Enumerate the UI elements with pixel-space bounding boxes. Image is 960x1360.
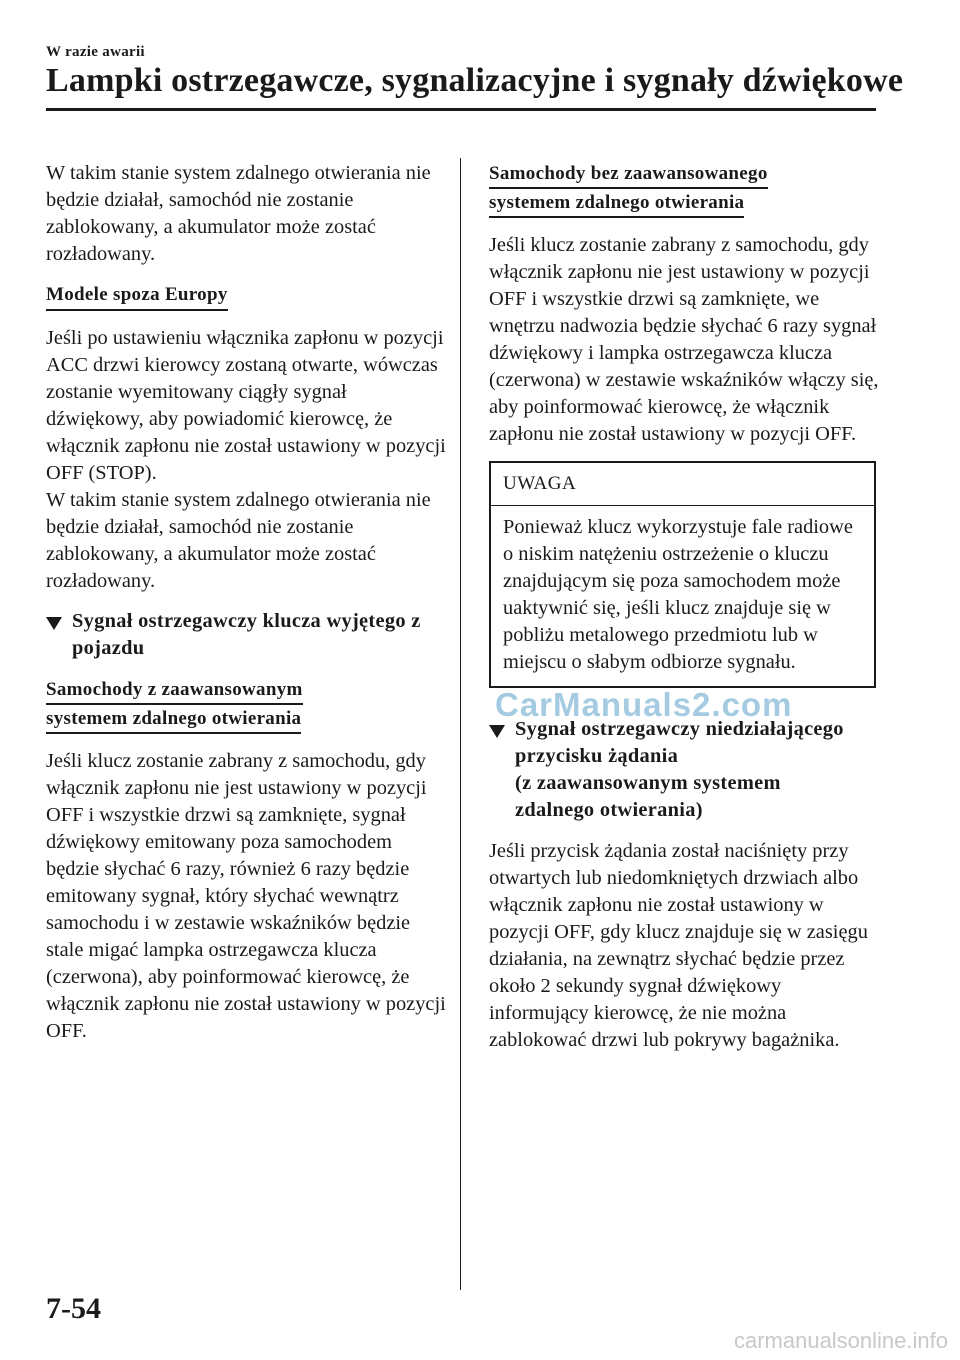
sub-heading-non-europe: Modele spoza Europy: [46, 281, 228, 311]
page-number: 7-54: [46, 1292, 101, 1325]
sub-heading-without-advanced-keyless: [489, 160, 768, 218]
triangle-down-icon: [489, 725, 505, 738]
section-heading-line: Sygnał ostrzegawczy niedziałającego: [515, 718, 844, 740]
paragraph: W takim stanie system zdalnego otwierania nie będzie działał, samochód nie zostanie zablokowany, a akumulator może zostać rozładowany.: [46, 162, 431, 265]
section-label: W razie awarii: [46, 44, 145, 60]
section-heading-key-removed: [46, 608, 446, 662]
title-rule: [46, 108, 876, 111]
sub-heading-line: systemem zdalnego otwierania: [489, 189, 744, 218]
sub-heading-advanced-keyless: [46, 676, 303, 734]
paragraph: Jeśli klucz zostanie zabrany z samochodu, gdy włącznik zapłonu nie jest ustawiony w pozycji OFF i wszystkie drzwi są zamknięte, we wnętrzu nadwozia będzie słychać 6 razy sygnał dźwiękowy i lampka ostrzegawcza klucza (czerwona) w zestawie wskaźników włączy się, aby poinformować kierowcę, że włącznik zapłonu nie został ustawiony w pozycji OFF.: [489, 234, 879, 445]
sub-heading-line: systemem zdalnego otwierania: [46, 705, 301, 734]
triangle-down-icon: [46, 617, 62, 630]
chapter-title: Lampki ostrzegawcze, sygnalizacyjne i sygnały dźwiękowe: [46, 62, 904, 99]
paragraph: Jeśli po ustawieniu włącznika zapłonu w pozycji ACC drzwi kierowcy zostaną otwarte, wówczas zostanie wyemitowany ciągły sygnał dźwiękowy, aby powiadomić kierowcę, że włącznik zapłonu nie został ustawiony w pozycji OFF (STOP).: [46, 327, 446, 484]
note-label: UWAGA: [491, 463, 874, 506]
section-heading-line: (z zaawansowanym systemem: [515, 772, 781, 794]
paragraph: Jeśli klucz zostanie zabrany z samochodu, gdy włącznik zapłonu nie jest ustawiony w pozycji OFF i wszystkie drzwi są zamknięte, sygnał dźwiękowy emitowany poza samochodem będzie słychać 6 razy, również 6 razy będzie emitowany sygnał, który słychać wewnątrz samochodu i w zestawie wskaźników będzie stale migać lampka ostrzegawcza klucza (czerwona), aby poinformować kierowcę, że włącznik zapłonu nie został ustawiony w pozycji OFF.: [46, 750, 446, 1042]
section-heading-line: przycisku żądania: [515, 745, 679, 767]
watermark-footer: carmanualsonline.info: [733, 1328, 948, 1353]
section-heading-line: zdalnego otwierania): [515, 799, 703, 821]
paragraph: Jeśli przycisk żądania został naciśnięty przy otwartych lub niedomkniętych drzwiach albo włącznik zapłonu nie został ustawiony w pozycji OFF, gdy klucz znajduje się w zasięgu działania, na zewnątrz słychać będzie przez około 2 sekundy sygnał dźwiękowy informujący kierowcę, że nie można zablokować drzwi lub pokrywy bagażnika.: [489, 840, 868, 1051]
paragraph: W takim stanie system zdalnego otwierania nie będzie działał, samochód nie zostanie zablokowany, a akumulator może zostać rozładowany.: [46, 489, 431, 592]
section-heading-request-switch: [489, 716, 879, 824]
right-column: [489, 160, 879, 1067]
section-heading-text: Sygnał ostrzegawczy klucza wyjętego z pojazdu: [72, 610, 421, 659]
sub-heading-line: Samochody bez zaawansowanego: [489, 160, 768, 189]
column-divider: [460, 158, 461, 1290]
watermark: CarManuals2.com: [495, 686, 793, 723]
note-box: [489, 461, 876, 688]
note-text: Ponieważ klucz wykorzystuje fale radiowe o niskim natężeniu ostrzeżenie o kluczu znajdującym się poza samochodem może uaktywnić się, jeśli klucz znajduje się w pobliżu metalowego przedmiotu lub w miejscu o słabym odbiorze sygnału.: [503, 516, 853, 673]
left-column: [46, 160, 446, 1058]
sub-heading-line: Samochody z zaawansowanym: [46, 676, 303, 705]
